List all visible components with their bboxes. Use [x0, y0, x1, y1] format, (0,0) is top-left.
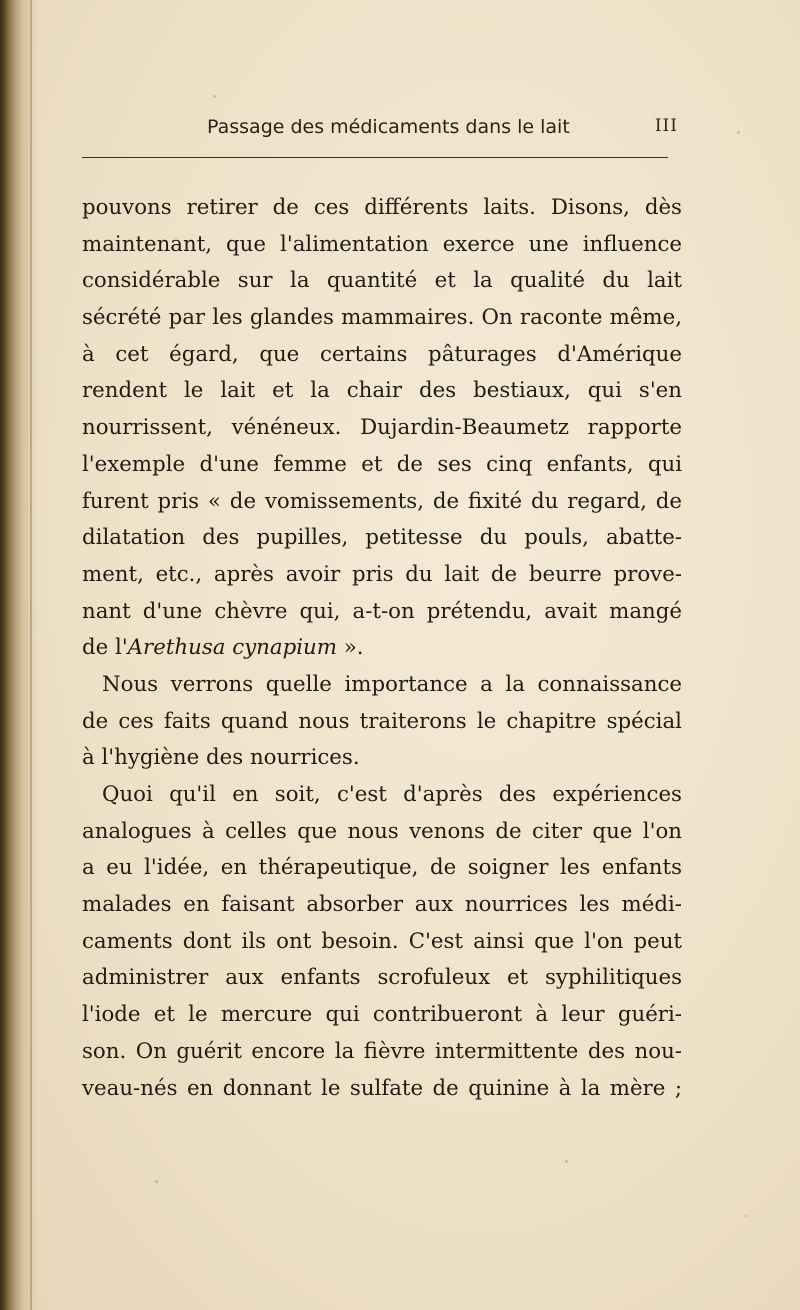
- text-line: considérable sur la quantité et la qualité du lait: [82, 268, 682, 294]
- text-line: à cet égard, que certains pâturages d'Amérique: [82, 341, 682, 367]
- text-line: a eu l'idée, en thérapeutique, de soigner les enfants: [82, 855, 682, 881]
- text-line: furent pris « de vomissements, de fixité du regard, de: [82, 488, 682, 514]
- body-text: [82, 190, 682, 1107]
- text-line: sécrété par les glandes mammaires. On raconte même,: [82, 305, 682, 331]
- text-line: analogues à celles que nous venons de citer que l'on: [82, 818, 682, 844]
- page-header: [82, 112, 678, 144]
- species-name: Arethusa cynapium: [127, 635, 337, 661]
- binding-edge: [0, 0, 38, 1310]
- text-line: l'exemple d'une femme et de ses cinq enfants, qui: [82, 451, 682, 477]
- text-line: rendent le lait et la chair des bestiaux, qui s'en: [82, 378, 682, 404]
- paper-speck: [737, 131, 740, 134]
- text-line: nourrissent, vénéneux. Dujardin-Beaumetz rapporte: [82, 415, 682, 441]
- text-line-citation: [82, 630, 682, 667]
- text-line: veau-nés en donnant le sulfate de quinine à la mère ;: [82, 1075, 682, 1101]
- text-line: Nous verrons quelle importance a la connaissance: [102, 671, 682, 697]
- binding-shadow-line: [30, 0, 32, 1310]
- header-rule: [82, 157, 668, 158]
- text-line: à l'hygiène des nourrices.: [82, 745, 360, 771]
- citation-suffix: ».: [336, 635, 364, 661]
- citation-prefix: de l': [82, 635, 128, 661]
- text-line: caments dont ils ont besoin. C'est ainsi que l'on peut: [82, 928, 682, 954]
- text-line: ment, etc., après avoir pris du lait de beurre prove-: [82, 561, 682, 587]
- running-title: Passage des médicaments dans le lait: [207, 116, 570, 138]
- paper-speck: [745, 1215, 747, 1217]
- page-number: III: [654, 116, 678, 136]
- paper-speck: [213, 95, 216, 98]
- text-line: Quoi qu'il en soit, c'est d'après des expériences: [102, 782, 682, 807]
- text-line: l'iode et le mercure qui contribueront à leur guéri-: [82, 1002, 682, 1028]
- paper-speck: [565, 1160, 568, 1163]
- text-line: son. On guérit encore la fièvre intermittente des nou-: [82, 1038, 682, 1064]
- text-line: dilatation des pupilles, petitesse du pouls, abatte-: [82, 525, 682, 551]
- text-line: maintenant, que l'alimentation exerce une influence: [82, 231, 682, 257]
- paper-speck: [155, 1180, 158, 1183]
- text-line: pouvons retirer de ces différents laits. Disons, dès: [82, 195, 682, 220]
- text-line: malades en faisant absorber aux nourrices les médi-: [82, 892, 682, 918]
- text-line: nant d'une chèvre qui, a-t-on prétendu, avait mangé: [82, 598, 682, 624]
- text-line: administrer aux enfants scrofuleux et syphilitiques: [82, 965, 682, 991]
- text-line: de ces faits quand nous traiterons le chapitre spécial: [82, 708, 682, 734]
